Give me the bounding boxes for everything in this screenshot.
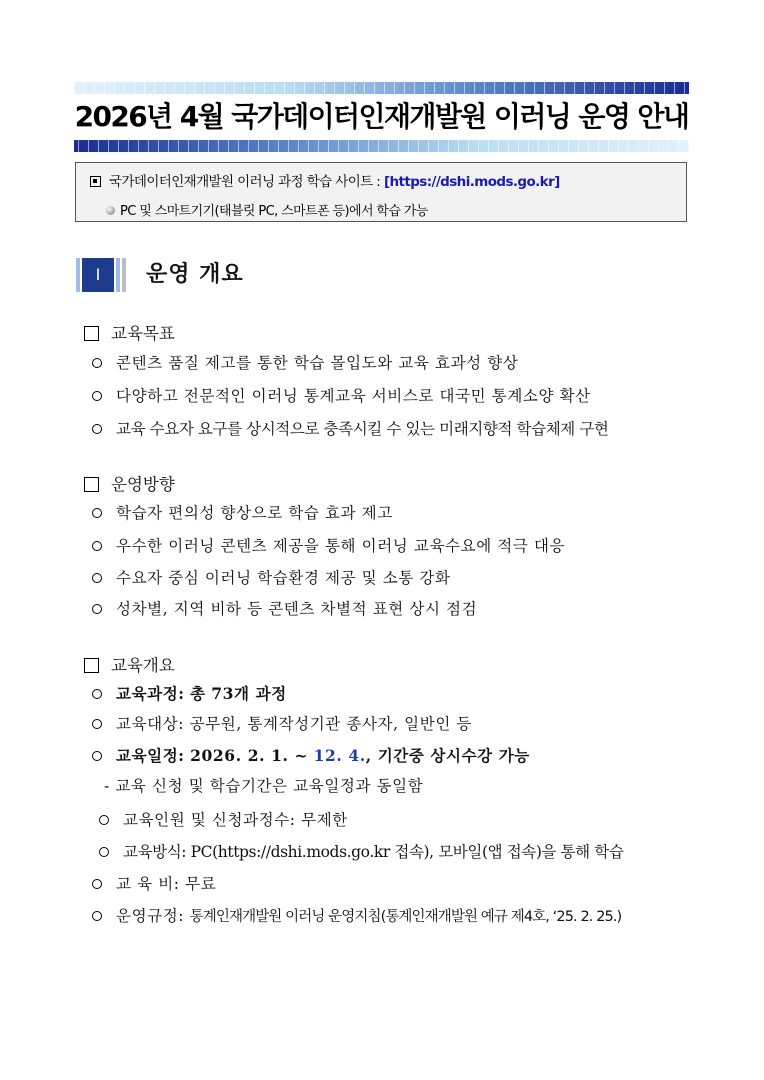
circle-bullet-icon — [92, 541, 102, 551]
circle-bullet-icon — [92, 508, 102, 518]
list-item: 교육 수요자 요구를 상시적으로 충족시킬 수 있는 미래지향적 학습체제 구현 — [92, 418, 609, 440]
circle-bullet-icon — [92, 424, 102, 434]
list-item: 우수한 이러닝 콘텐츠 제공을 통해 이러닝 교육수요에 적극 대응 — [92, 535, 565, 557]
circle-bullet-icon — [92, 751, 102, 761]
section-header — [76, 258, 376, 292]
square-bullet-icon — [90, 176, 101, 187]
circle-bullet-icon — [92, 604, 102, 614]
circle-bullet-icon — [92, 391, 102, 401]
title-bottom-bar — [74, 140, 689, 152]
section-title: 운영 개요 — [146, 262, 244, 287]
schedule-item: 교육일정: 2026. 2. 1. ~ 12. 4., 기간중 상시수강 가능 — [92, 745, 530, 767]
rules-item: 운영규정: 통계인재개발원 이러닝 운영지침(통계인재개발원 예규 제4호, ‘25. 2. 25.) — [92, 905, 621, 928]
title-top-bar — [74, 82, 689, 94]
circle-bullet-icon — [92, 358, 102, 368]
section-number: Ⅰ — [82, 258, 114, 292]
checkbox-bullet-icon — [84, 477, 99, 492]
round-bullet-icon — [106, 206, 115, 215]
site-label: 국가데이터인재개발원 이러닝 과정 학습 사이트 : — [109, 174, 381, 190]
fee-item: 교 육 비: 무료 — [92, 873, 216, 895]
device-note-line — [106, 200, 428, 219]
circle-bullet-icon — [92, 879, 102, 889]
list-item: 수요자 중심 이러닝 학습환경 제공 및 소통 강화 — [92, 567, 451, 589]
circle-bullet-icon — [92, 573, 102, 583]
site-info-box — [75, 162, 687, 222]
checkbox-bullet-icon — [84, 326, 99, 341]
site-info-line — [90, 170, 560, 190]
list-item: 다양하고 전문적인 이러닝 통계교육 서비스로 대국민 통계소양 확산 — [92, 385, 591, 407]
course-item: 교육과정: 총 73개 과정 — [92, 683, 287, 705]
overview-heading: 교육개요 — [84, 655, 175, 677]
list-item: 콘텐츠 품질 제고를 통한 학습 몰입도와 교육 효과성 향상 — [92, 352, 518, 374]
schedule-note: - 교육 신청 및 학습기간은 교육일정과 동일함 — [104, 777, 424, 795]
section-accent-bar — [116, 258, 120, 292]
capacity-item: 교육인원 및 신청과정수: 무제한 — [99, 809, 348, 831]
goals-heading: 교육목표 — [84, 323, 175, 345]
checkbox-bullet-icon — [84, 658, 99, 673]
section-accent-bar — [76, 258, 80, 292]
circle-bullet-icon — [99, 815, 109, 825]
circle-bullet-icon — [92, 911, 102, 921]
device-note: PC 및 스마트기기(태블릿 PC, 스마트폰 등)에서 학습 가능 — [120, 204, 428, 219]
method-item: 교육방식: PC(https://dshi.mods.go.kr 접속), 모바일(앱 접속)을 통해 학습 — [99, 841, 623, 863]
direction-heading: 운영방향 — [84, 474, 175, 496]
circle-bullet-icon — [92, 719, 102, 729]
section-accent-bar — [122, 258, 126, 292]
circle-bullet-icon — [99, 847, 109, 857]
list-item: 학습자 편의성 향상으로 학습 효과 제고 — [92, 502, 393, 524]
site-url-link[interactable]: [https://dshi.mods.go.kr] — [383, 174, 560, 190]
target-item: 교육대상: 공무원, 통계작성기관 종사자, 일반인 등 — [92, 713, 472, 735]
list-item: 성차별, 지역 비하 등 콘텐츠 차별적 표현 상시 점검 — [92, 598, 477, 620]
circle-bullet-icon — [92, 689, 102, 699]
page-title: 2026년 4월 국가데이터인재개발원 이러닝 운영 안내 — [74, 100, 689, 133]
